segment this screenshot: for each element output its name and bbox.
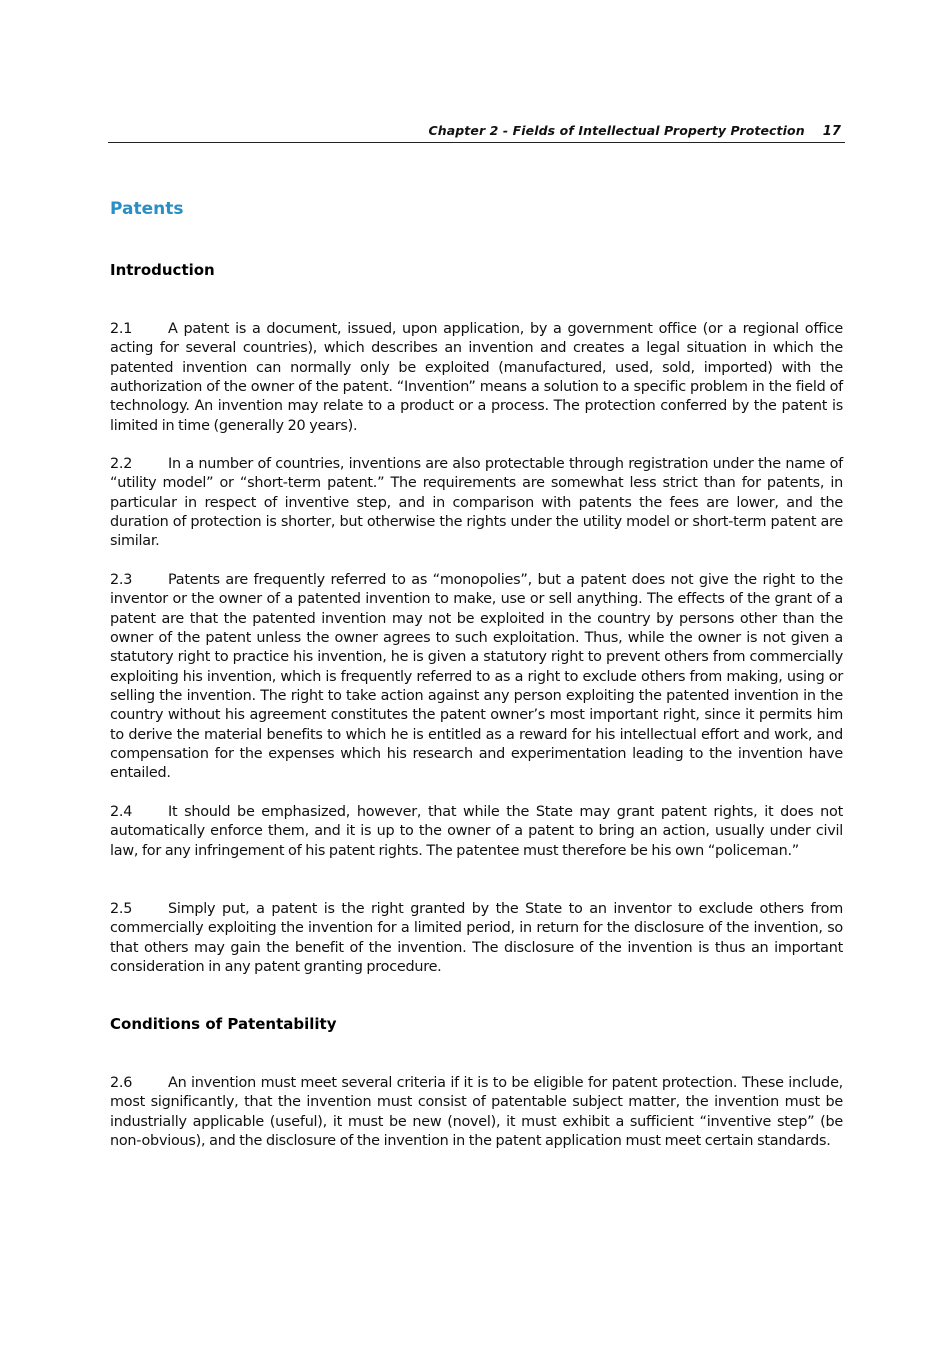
paragraph-2-6 xyxy=(110,1074,843,1151)
paragraph-2-5 xyxy=(110,900,843,977)
subheading-conditions: Conditions of Patentability xyxy=(110,1015,337,1033)
paragraph-number: 2.4 xyxy=(110,804,133,820)
paragraph-text: It should be emphasized, however, that while the State may grant patent rights, it does not automatically enforce them, and it is up to the owner of a patent to bring an action, usually under civil law, for any infringement of his patent rights. The patentee must therefore be his own “policeman.” xyxy=(110,804,843,859)
paragraph-text: Patents are frequently referred to as “monopolies”, but a patent does not give the right to the inventor or the owner of a patented invention to make, use or sell anything. The effects of the grant of a patent are that the patented invention may not be exploited in the country by persons other than the owner of the patent unless the owner agrees to such exploitation. Thus, while the owner is not given a statutory right to practice his invention, he is given a statutory right to prevent others from commercially exploiting his invention, which is frequently referred to as a right to exclude others from making, using or selling the invention. The right to take action against any person exploiting the patented invention in the country without his agreement constitutes the patent owner’s most important right, since it permits him to derive the material benefits to which he is entitled as a reward for his intellectual effort and work, and compensation for the expenses which his research and experimentation leading to the invention have entailed. xyxy=(110,572,843,782)
paragraph-2-1 xyxy=(110,320,843,436)
paragraph-number: 2.1 xyxy=(110,321,133,337)
paragraph-text: An invention must meet several criteria if it is to be eligible for patent protection. These include, most significantly, that the invention must consist of patentable subject matter, the invention must be industrially applicable (useful), it must be new (novel), it must exhibit a sufficient “inventive step” (be non-obvious), and the disclosure of the invention in the patent application must meet certain standards. xyxy=(110,1075,843,1150)
subheading-introduction: Introduction xyxy=(110,261,215,279)
chapter-title: Chapter 2 - Fields of Intellectual Property Protection xyxy=(428,123,805,138)
paragraph-number: 2.3 xyxy=(110,572,133,588)
page-number: 17 xyxy=(822,124,841,139)
section-title: Patents xyxy=(110,199,184,219)
paragraph-text: In a number of countries, inventions are also protectable through registration under the name of “utility model” or “short-term patent.” The requirements are somewhat less strict than for patents, in particular in respect of inventive step, and in comparison with patents the fees are lower, and the duration of protection is shorter, but otherwise the rights under the utility model or short-term patent are similar. xyxy=(110,456,843,550)
paragraph-text: Simply put, a patent is the right granted by the State to an inventor to exclude others from commercially exploiting the invention for a limited period, in return for the disclosure of the invention, so that others may gain the benefit of the invention. The disclosure of the invention is thus an important consideration in any patent granting procedure. xyxy=(110,901,843,976)
paragraph-number: 2.2 xyxy=(110,456,133,472)
paragraph-2-4 xyxy=(110,803,843,861)
paragraph-2-2 xyxy=(110,455,843,552)
paragraph-2-3 xyxy=(110,571,843,784)
running-header xyxy=(108,123,845,143)
paragraph-number: 2.5 xyxy=(110,901,133,917)
paragraph-number: 2.6 xyxy=(110,1075,133,1091)
paragraph-text: A patent is a document, issued, upon application, by a government office (or a regional office acting for several countries), which describes an invention and creates a legal situation in which the patented invention can normally only be exploited (manufactured, used, sold, imported) with the authorization of the owner of the patent. “Invention” means a solution to a specific problem in the field of technology. An invention may relate to a product or a process. The protection conferred by the patent is limited in time (generally 20 years). xyxy=(110,321,843,434)
